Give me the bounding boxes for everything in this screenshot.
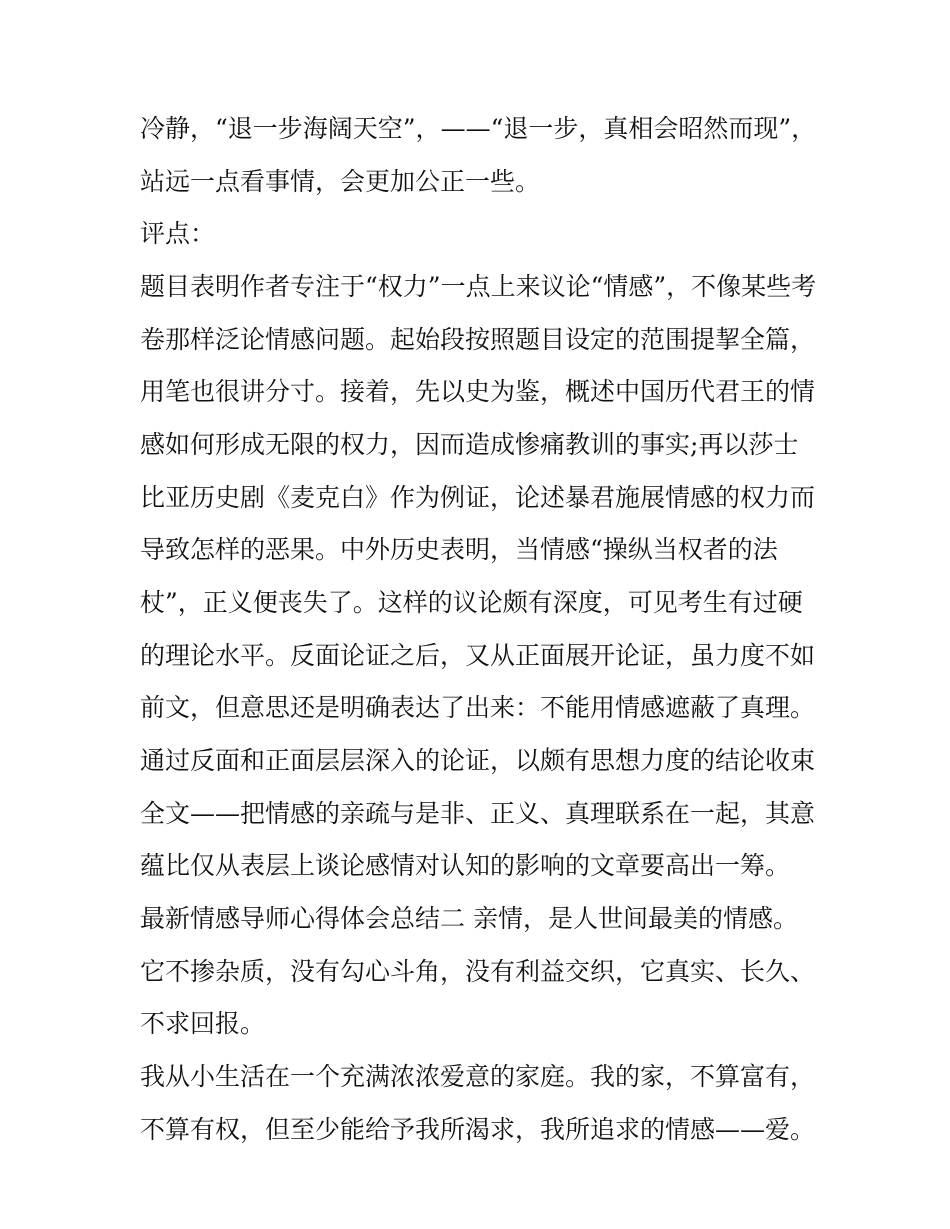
text-line: 题目表明作者专注于“权力”一点上来议论“情感”，不像某些考: [140, 272, 817, 301]
text-line: 最新情感导师心得体会总结二 亲情，是人世间最美的情感。: [140, 904, 798, 933]
text-line: 不算有权，但至少能给予我所渴求，我所追求的情感——爱。: [140, 1115, 816, 1144]
text-line: 站远一点看事情，会更加公正一些。: [140, 167, 541, 196]
text-line: 它不掺杂质，没有勾心斗角，没有利益交织，它真实、长久、: [140, 957, 816, 986]
text-line: 用笔也很讲分寸。接着，先以史为鉴，概述中国历代君王的情: [140, 377, 816, 406]
text-line: 导致怎样的恶果。中外历史表明，当情感“操纵当权者的法: [140, 535, 778, 564]
text-line: 蕴比仅从表层上谈论感情对认知的影响的文章要高出一筹。: [140, 851, 791, 880]
text-line: 我从小生活在一个充满浓浓爱意的家庭。我的家，不算富有，: [140, 1062, 816, 1091]
text-line: 评点：: [140, 219, 216, 248]
text-line: 全文——把情感的亲疏与是非、正义、真理联系在一起，其意: [140, 799, 816, 828]
text-line: 卷那样泛论情感问题。起始段按照题目设定的范围提挈全篇，: [140, 325, 816, 354]
text-line: 的理论水平。反面论证之后，又从正面展开论证，虽力度不如: [140, 641, 816, 670]
text-line: 冷静，“退一步海阔天空”，——“退一步，真相会昭然而现”，: [140, 114, 817, 143]
text-line: 通过反面和正面层层深入的论证，以颇有思想力度的结论收束: [140, 746, 816, 775]
text-line: 不求回报。: [140, 1009, 266, 1038]
text-line: 杖”，正义便丧失了。这样的议论颇有深度，可见考生有过硬: [140, 588, 803, 617]
text-line: 感如何形成无限的权力，因而造成惨痛教训的事实;再以莎士: [140, 430, 799, 459]
text-line: 前文，但意思还是明确表达了出来：不能用情感遮蔽了真理。: [140, 693, 816, 722]
text-line: 比亚历史剧《麦克白》作为例证，论述暴君施展情感的权力而: [140, 483, 816, 512]
